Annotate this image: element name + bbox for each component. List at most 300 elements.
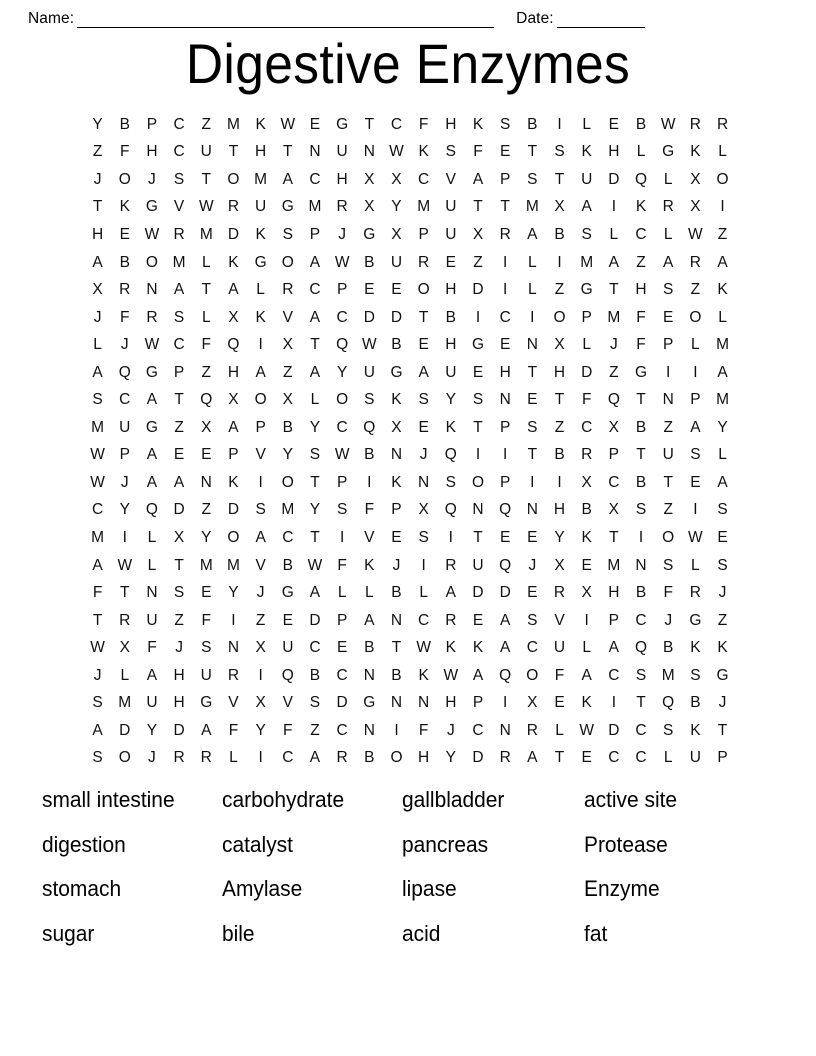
grid-letter[interactable]: M [199, 225, 213, 243]
grid-letter[interactable]: G [281, 584, 294, 602]
date-input-line[interactable] [557, 12, 645, 28]
grid-letter[interactable]: E [527, 528, 538, 546]
grid-letter[interactable]: P [472, 694, 484, 712]
grid-letter[interactable]: M [716, 336, 729, 354]
grid-letter[interactable]: Y [282, 446, 293, 464]
grid-letter[interactable]: A [472, 170, 484, 188]
grid-letter[interactable]: N [662, 391, 674, 409]
grid-letter[interactable]: P [336, 473, 348, 491]
grid-letter[interactable]: O [417, 281, 430, 299]
grid-letter[interactable]: B [119, 253, 130, 271]
grid-letter[interactable]: X [391, 418, 402, 436]
word-bank-item[interactable]: fat [584, 920, 608, 946]
grid-letter[interactable]: I [666, 363, 671, 381]
grid-letter[interactable]: K [690, 721, 701, 739]
grid-letter[interactable]: W [361, 336, 377, 354]
grid-letter[interactable]: A [499, 639, 511, 657]
grid-letter[interactable]: V [554, 611, 565, 629]
grid-letter[interactable]: E [690, 473, 701, 491]
grid-letter[interactable]: I [258, 473, 263, 491]
grid-letter[interactable]: L [663, 749, 673, 767]
grid-letter[interactable]: L [582, 336, 591, 354]
grid-letter[interactable]: N [390, 694, 403, 712]
grid-letter[interactable]: B [690, 694, 701, 712]
grid-letter[interactable]: P [146, 115, 158, 133]
grid-letter[interactable]: O [553, 308, 566, 326]
grid-letter[interactable]: H [418, 749, 430, 767]
grid-letter[interactable]: A [717, 253, 728, 271]
grid-letter[interactable]: E [527, 584, 538, 602]
grid-letter[interactable]: Z [255, 611, 266, 629]
grid-letter[interactable]: L [93, 336, 102, 354]
grid-letter[interactable]: W [688, 225, 703, 243]
grid-letter[interactable]: I [339, 528, 345, 546]
grid-letter[interactable]: I [611, 694, 616, 712]
grid-letter[interactable]: L [310, 391, 320, 409]
grid-letter[interactable]: S [92, 391, 103, 409]
grid-letter[interactable]: W [307, 556, 323, 574]
grid-letter[interactable]: T [473, 418, 483, 436]
grid-letter[interactable]: Z [283, 363, 293, 381]
grid-letter[interactable]: O [471, 473, 485, 491]
grid-letter[interactable]: V [228, 694, 239, 712]
grid-letter[interactable]: S [717, 556, 728, 574]
grid-letter[interactable]: P [255, 418, 266, 436]
grid-letter[interactable]: A [146, 391, 158, 409]
grid-letter[interactable]: I [557, 115, 562, 133]
grid-letter[interactable]: X [282, 391, 293, 409]
grid-letter[interactable]: R [119, 611, 131, 629]
grid-letter[interactable]: Z [717, 611, 728, 629]
grid-letter[interactable]: X [554, 556, 565, 574]
grid-letter[interactable]: P [608, 611, 620, 629]
grid-letter[interactable]: G [390, 363, 403, 381]
grid-letter[interactable]: E [472, 363, 484, 381]
grid-letter[interactable]: T [554, 391, 565, 409]
grid-letter[interactable]: S [445, 143, 456, 161]
grid-letter[interactable]: T [92, 198, 103, 216]
grid-letter[interactable]: N [146, 281, 158, 299]
grid-letter[interactable]: I [693, 363, 698, 381]
grid-letter[interactable]: V [255, 446, 266, 464]
grid-letter[interactable]: I [530, 473, 535, 491]
grid-letter[interactable]: Y [391, 198, 402, 216]
grid-letter[interactable]: R [173, 749, 185, 767]
grid-letter[interactable]: K [581, 528, 592, 546]
grid-letter[interactable]: N [390, 611, 403, 629]
grid-letter[interactable]: D [472, 749, 484, 767]
grid-letter[interactable]: R [689, 584, 701, 602]
grid-letter[interactable]: G [336, 115, 349, 133]
grid-letter[interactable]: Y [445, 749, 456, 767]
grid-letter[interactable]: F [120, 308, 130, 326]
grid-letter[interactable]: Q [662, 694, 675, 712]
grid-letter[interactable]: Q [634, 170, 648, 188]
grid-letter[interactable]: G [200, 694, 213, 712]
grid-letter[interactable]: F [92, 584, 103, 602]
grid-letter[interactable]: A [92, 363, 103, 381]
grid-letter[interactable]: W [389, 143, 404, 161]
grid-letter[interactable]: Z [201, 363, 211, 381]
grid-letter[interactable]: Z [174, 418, 184, 436]
grid-letter[interactable]: T [310, 528, 320, 546]
grid-letter[interactable]: L [364, 584, 374, 602]
grid-letter[interactable]: E [581, 749, 592, 767]
grid-letter[interactable]: K [391, 473, 402, 491]
grid-letter[interactable]: N [363, 143, 375, 161]
grid-letter[interactable]: U [363, 363, 375, 381]
grid-letter[interactable]: K [472, 639, 484, 657]
grid-letter[interactable]: Q [200, 391, 213, 409]
grid-letter[interactable]: W [117, 556, 133, 574]
grid-letter[interactable]: W [280, 115, 296, 133]
grid-letter[interactable]: A [499, 611, 511, 629]
grid-letter[interactable]: J [664, 611, 673, 629]
grid-letter[interactable]: T [228, 143, 239, 161]
grid-letter[interactable]: A [472, 666, 484, 684]
grid-letter[interactable]: Y [445, 391, 456, 409]
grid-letter[interactable]: G [281, 198, 294, 216]
grid-letter[interactable]: J [148, 749, 156, 767]
grid-letter[interactable]: R [689, 115, 701, 133]
grid-letter[interactable]: S [690, 446, 701, 464]
grid-letter[interactable]: E [282, 611, 293, 629]
grid-letter[interactable]: C [418, 611, 430, 629]
grid-letter[interactable]: S [499, 115, 511, 133]
grid-letter[interactable]: A [608, 639, 620, 657]
grid-letter[interactable]: Y [717, 418, 728, 436]
grid-letter[interactable]: U [553, 639, 566, 657]
grid-letter[interactable]: M [607, 308, 621, 326]
grid-letter[interactable]: U [445, 225, 457, 243]
grid-letter[interactable]: C [581, 418, 593, 436]
grid-letter[interactable]: K [635, 198, 647, 216]
grid-letter[interactable]: Y [255, 721, 266, 739]
grid-letter[interactable]: C [635, 225, 647, 243]
grid-letter[interactable]: J [609, 336, 618, 354]
grid-letter[interactable]: T [636, 446, 646, 464]
grid-letter[interactable]: G [145, 198, 158, 216]
grid-letter[interactable]: B [635, 584, 647, 602]
grid-letter[interactable]: T [554, 170, 565, 188]
grid-letter[interactable]: B [445, 308, 456, 326]
grid-letter[interactable]: U [445, 198, 457, 216]
grid-letter[interactable]: T [120, 584, 130, 602]
grid-letter[interactable]: A [364, 611, 375, 629]
grid-letter[interactable]: L [147, 528, 157, 546]
grid-letter[interactable]: K [391, 391, 402, 409]
grid-letter[interactable]: Y [201, 528, 212, 546]
grid-letter[interactable]: S [173, 170, 185, 188]
grid-letter[interactable]: Q [499, 556, 512, 574]
grid-letter[interactable]: Z [554, 281, 565, 299]
grid-letter[interactable]: I [503, 694, 508, 712]
word-bank-item[interactable]: small intestine [42, 787, 175, 813]
grid-letter[interactable]: T [310, 336, 320, 354]
word-search-grid[interactable] [84, 111, 736, 772]
grid-letter[interactable]: A [92, 721, 103, 739]
grid-letter[interactable]: L [718, 143, 727, 161]
grid-letter[interactable]: N [363, 721, 375, 739]
grid-letter[interactable]: E [581, 556, 592, 574]
word-bank-item[interactable]: pancreas [402, 831, 489, 857]
grid-letter[interactable]: Q [227, 336, 240, 354]
grid-letter[interactable]: W [198, 198, 214, 216]
grid-letter[interactable]: Q [118, 363, 131, 381]
grid-letter[interactable]: I [611, 198, 616, 216]
grid-letter[interactable]: X [391, 225, 402, 243]
grid-letter[interactable]: D [119, 721, 131, 739]
grid-letter[interactable]: W [688, 528, 703, 546]
grid-letter[interactable]: L [147, 556, 157, 574]
grid-letter[interactable]: A [146, 446, 158, 464]
grid-letter[interactable]: P [119, 446, 130, 464]
word-bank-item[interactable]: active site [584, 787, 678, 813]
grid-letter[interactable]: W [90, 473, 105, 491]
grid-letter[interactable]: S [527, 611, 538, 629]
grid-letter[interactable]: S [690, 666, 701, 684]
grid-letter[interactable]: H [608, 584, 620, 602]
grid-letter[interactable]: Q [145, 501, 158, 519]
grid-letter[interactable]: P [608, 446, 620, 464]
grid-letter[interactable]: R [499, 225, 511, 243]
grid-letter[interactable]: A [418, 363, 429, 381]
grid-letter[interactable]: P [418, 225, 429, 243]
grid-letter[interactable]: S [717, 501, 728, 519]
grid-letter[interactable]: U [282, 639, 294, 657]
grid-letter[interactable]: M [281, 501, 295, 519]
grid-letter[interactable]: S [635, 666, 647, 684]
grid-letter[interactable]: I [475, 446, 481, 464]
grid-letter[interactable]: B [364, 253, 375, 271]
grid-letter[interactable]: R [173, 225, 185, 243]
grid-letter[interactable]: I [638, 528, 644, 546]
grid-letter[interactable]: T [527, 363, 538, 381]
grid-letter[interactable]: B [309, 666, 321, 684]
word-bank-item[interactable]: acid [402, 920, 441, 946]
grid-letter[interactable]: P [309, 225, 321, 243]
grid-letter[interactable]: C [309, 170, 321, 188]
grid-letter[interactable]: Q [499, 666, 512, 684]
grid-letter[interactable]: H [255, 143, 267, 161]
grid-letter[interactable]: B [391, 666, 402, 684]
grid-letter[interactable]: J [419, 446, 428, 464]
word-bank-item[interactable]: bile [222, 920, 255, 946]
grid-letter[interactable]: I [503, 281, 508, 299]
grid-letter[interactable]: F [283, 721, 293, 739]
grid-letter[interactable]: X [472, 225, 484, 243]
grid-letter[interactable]: S [635, 501, 647, 519]
grid-letter[interactable]: V [255, 556, 266, 574]
grid-letter[interactable]: X [255, 694, 266, 712]
grid-letter[interactable]: K [364, 556, 375, 574]
grid-letter[interactable]: B [282, 556, 293, 574]
grid-letter[interactable]: X [228, 391, 239, 409]
grid-letter[interactable]: E [499, 528, 511, 546]
grid-letter[interactable]: C [282, 528, 294, 546]
grid-letter[interactable]: J [175, 639, 183, 657]
grid-letter[interactable]: S [554, 143, 565, 161]
grid-letter[interactable]: X [92, 281, 103, 299]
grid-letter[interactable]: T [500, 198, 510, 216]
grid-letter[interactable]: D [472, 281, 484, 299]
grid-letter[interactable]: C [309, 281, 321, 299]
grid-letter[interactable]: A [228, 281, 239, 299]
grid-letter[interactable]: J [120, 473, 129, 491]
grid-letter[interactable]: Q [336, 336, 349, 354]
grid-letter[interactable]: R [119, 281, 131, 299]
grid-letter[interactable]: E [201, 584, 212, 602]
grid-letter[interactable]: B [581, 501, 592, 519]
grid-letter[interactable]: X [173, 528, 185, 546]
grid-letter[interactable]: C [635, 611, 647, 629]
grid-letter[interactable]: U [146, 694, 158, 712]
grid-letter[interactable]: N [390, 446, 403, 464]
grid-letter[interactable]: L [201, 308, 211, 326]
grid-letter[interactable]: A [309, 749, 321, 767]
grid-letter[interactable]: D [336, 694, 348, 712]
grid-letter[interactable]: I [503, 253, 508, 271]
grid-letter[interactable]: G [363, 694, 376, 712]
grid-letter[interactable]: B [391, 336, 402, 354]
grid-letter[interactable]: W [144, 225, 160, 243]
grid-letter[interactable]: B [635, 473, 647, 491]
grid-letter[interactable]: X [690, 170, 701, 188]
grid-letter[interactable]: J [93, 308, 102, 326]
grid-letter[interactable]: N [526, 336, 538, 354]
grid-letter[interactable]: Z [554, 418, 565, 436]
grid-letter[interactable]: O [227, 170, 240, 188]
grid-letter[interactable]: M [254, 170, 268, 188]
grid-letter[interactable]: A [309, 584, 321, 602]
grid-letter[interactable]: B [364, 446, 375, 464]
grid-letter[interactable]: T [364, 115, 375, 133]
word-bank-item[interactable]: digestion [42, 831, 126, 857]
grid-letter[interactable]: S [255, 501, 266, 519]
grid-letter[interactable]: I [475, 308, 481, 326]
grid-letter[interactable]: Y [146, 721, 158, 739]
grid-letter[interactable]: R [146, 308, 158, 326]
grid-letter[interactable]: K [581, 694, 592, 712]
grid-letter[interactable]: R [227, 198, 240, 216]
grid-letter[interactable]: X [282, 336, 293, 354]
grid-letter[interactable]: C [309, 639, 321, 657]
grid-letter[interactable]: M [91, 418, 105, 436]
grid-letter[interactable]: P [717, 749, 728, 767]
grid-letter[interactable]: W [334, 446, 350, 464]
grid-letter[interactable]: O [145, 253, 158, 271]
grid-letter[interactable]: T [527, 143, 538, 161]
grid-letter[interactable]: R [282, 281, 294, 299]
grid-letter[interactable]: D [581, 363, 593, 381]
grid-letter[interactable]: W [443, 666, 459, 684]
grid-letter[interactable]: X [364, 198, 375, 216]
grid-letter[interactable]: X [608, 418, 620, 436]
grid-letter[interactable]: F [337, 556, 347, 574]
grid-letter[interactable]: H [553, 501, 566, 519]
grid-letter[interactable]: K [119, 198, 130, 216]
grid-letter[interactable]: E [418, 418, 429, 436]
grid-letter[interactable]: Y [228, 584, 239, 602]
grid-letter[interactable]: Q [363, 418, 376, 436]
grid-letter[interactable]: T [609, 281, 619, 299]
grid-letter[interactable]: F [228, 721, 239, 739]
grid-letter[interactable]: A [309, 363, 321, 381]
grid-letter[interactable]: C [499, 308, 511, 326]
grid-letter[interactable]: B [554, 225, 565, 243]
grid-letter[interactable]: A [92, 556, 103, 574]
grid-letter[interactable]: H [146, 143, 158, 161]
grid-letter[interactable]: X [554, 198, 565, 216]
grid-letter[interactable]: D [499, 584, 511, 602]
grid-letter[interactable]: V [173, 198, 185, 216]
grid-letter[interactable]: J [93, 666, 102, 684]
grid-letter[interactable]: C [608, 473, 620, 491]
grid-letter[interactable]: Y [119, 501, 130, 519]
grid-letter[interactable]: H [608, 143, 620, 161]
grid-letter[interactable]: E [364, 281, 375, 299]
grid-letter[interactable]: D [173, 501, 185, 519]
grid-letter[interactable]: O [390, 749, 403, 767]
word-bank-item[interactable]: Amylase [222, 876, 303, 902]
grid-letter[interactable]: E [472, 611, 484, 629]
grid-letter[interactable]: U [200, 666, 212, 684]
grid-letter[interactable]: B [119, 115, 130, 133]
grid-letter[interactable]: T [283, 143, 293, 161]
grid-letter[interactable]: B [635, 418, 647, 436]
grid-letter[interactable]: P [336, 281, 348, 299]
grid-letter[interactable]: A [581, 198, 592, 216]
grid-letter[interactable]: J [446, 721, 455, 739]
grid-letter[interactable]: T [636, 391, 646, 409]
grid-letter[interactable]: A [309, 253, 321, 271]
word-bank-item[interactable]: lipase [402, 876, 457, 902]
grid-letter[interactable]: V [364, 528, 375, 546]
grid-letter[interactable]: Z [174, 611, 184, 629]
grid-letter[interactable]: Z [201, 115, 211, 133]
grid-letter[interactable]: W [90, 446, 105, 464]
grid-letter[interactable]: H [445, 336, 457, 354]
grid-letter[interactable]: S [364, 391, 375, 409]
grid-letter[interactable]: T [473, 198, 483, 216]
grid-letter[interactable]: G [689, 611, 702, 629]
grid-letter[interactable]: Z [663, 418, 673, 436]
grid-letter[interactable]: Z [663, 501, 673, 519]
grid-letter[interactable]: H [227, 363, 240, 381]
grid-letter[interactable]: Z [690, 281, 701, 299]
grid-letter[interactable]: B [282, 418, 293, 436]
grid-letter[interactable]: J [93, 170, 102, 188]
grid-letter[interactable]: B [364, 749, 375, 767]
grid-letter[interactable]: C [119, 391, 131, 409]
grid-letter[interactable]: H [445, 281, 457, 299]
grid-letter[interactable]: C [336, 308, 348, 326]
grid-letter[interactable]: R [716, 115, 729, 133]
grid-letter[interactable]: P [173, 363, 185, 381]
grid-letter[interactable]: S [336, 501, 348, 519]
grid-letter[interactable]: C [608, 666, 620, 684]
grid-letter[interactable]: L [229, 749, 238, 767]
grid-letter[interactable]: M [417, 198, 431, 216]
grid-letter[interactable]: T [527, 446, 538, 464]
grid-letter[interactable]: B [554, 446, 565, 464]
grid-letter[interactable]: S [309, 694, 321, 712]
grid-letter[interactable]: U [336, 143, 348, 161]
grid-letter[interactable]: O [689, 308, 702, 326]
grid-letter[interactable]: O [281, 253, 294, 271]
grid-letter[interactable]: R [336, 749, 348, 767]
grid-letter[interactable]: P [391, 501, 402, 519]
